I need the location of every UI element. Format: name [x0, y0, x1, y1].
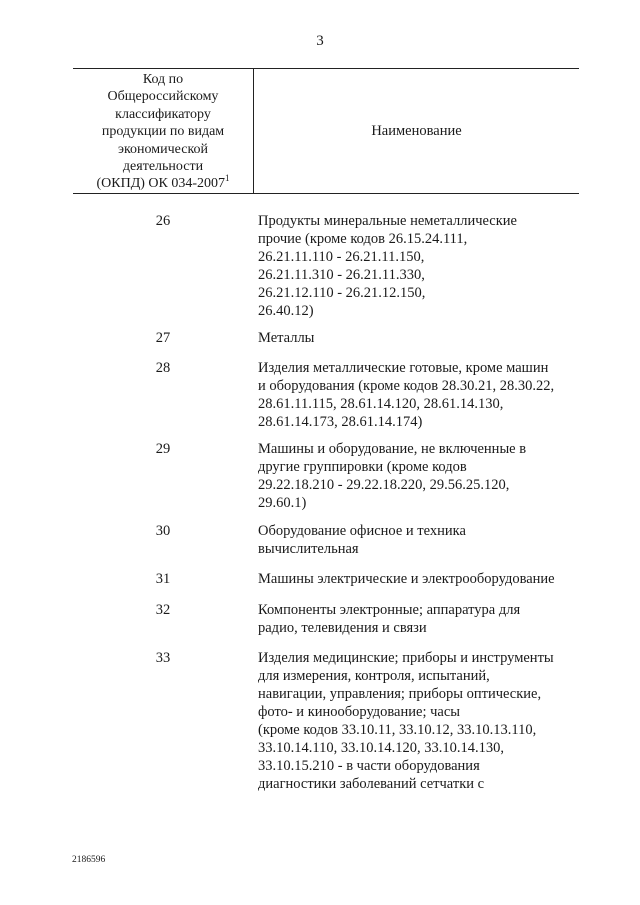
row-name: Металлы: [258, 330, 315, 346]
header-code-label: Код по Общероссийскому классификатору продукции по видам экономической деятельности (ОКПД) ОК 034-2007: [96, 72, 226, 192]
document-id: 2186596: [72, 855, 106, 865]
header-top-border: [73, 68, 579, 69]
row-code: 26: [155, 213, 171, 229]
header-bottom-border: [73, 193, 579, 194]
row-code: 27: [155, 330, 171, 346]
row-code: 28: [155, 360, 171, 376]
table-header: [73, 68, 579, 194]
row-name: Машины и оборудование, не включенные в другие группировки (кроме кодов 29.22.18.210 - 29.22.18.220, 29.56.25.120, 29.60.1): [258, 441, 527, 511]
row-code: 32: [155, 602, 171, 618]
row-name: Машины электрические и электрооборудование: [258, 571, 555, 587]
header-code-column: [73, 71, 253, 193]
row-name: Изделия медицинские; приборы и инструменты для измерения, контроля, испытаний, навигации, управления; приборы оптические, фото- и кинооборудование; часы (кроме кодов 33.10.11, 33.10.12, 33.10.13.110, 33.10.14.110, 33.10.14.120, 33.10.14.130, 33.10.15.210 - в части оборудования диагностики заболеваний сетчатки с: [258, 650, 554, 792]
row-code: 30: [155, 523, 171, 539]
page-number: 3: [316, 33, 324, 49]
row-code: 31: [155, 571, 171, 587]
footnote-mark: 1: [225, 173, 230, 184]
header-name-column: Наименование: [371, 123, 462, 139]
row-name: Оборудование офисное и техника вычислительная: [258, 523, 466, 557]
row-name: Компоненты электронные; аппаратура для радио, телевидения и связи: [258, 602, 521, 636]
row-name: Продукты минеральные неметаллические прочие (кроме кодов 26.15.24.111, 26.21.11.110 - 26.21.11.150, 26.21.11.310 - 26.21.11.330, 26.21.12.110 - 26.21.12.150, 26.40.12): [258, 213, 517, 319]
row-code: 29: [155, 441, 171, 457]
row-code: 33: [155, 650, 171, 666]
row-name: Изделия металлические готовые, кроме машин и оборудования (кроме кодов 28.30.21, 28.30.22, 28.61.11.115, 28.61.14.120, 28.61.14.130, 28.61.14.173, 28.61.14.174): [258, 360, 555, 430]
